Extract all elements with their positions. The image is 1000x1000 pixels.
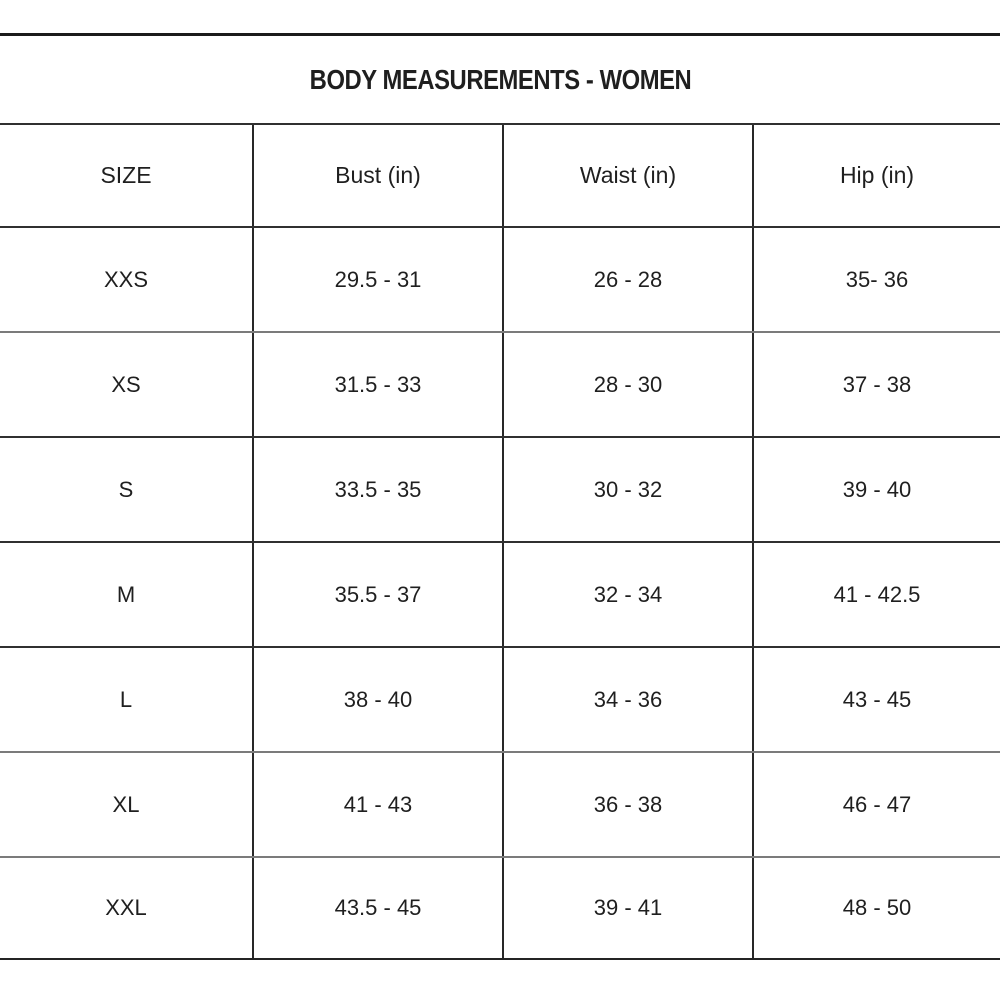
size-cell: XS xyxy=(111,371,141,397)
hip-cell: 43 - 45 xyxy=(752,648,1000,751)
waist-cell: 32 - 34 xyxy=(502,543,752,646)
table-title: BODY MEASUREMENTS - WOMEN xyxy=(309,63,691,95)
table-title-row xyxy=(0,33,1000,123)
bust-cell: 35.5 - 37 xyxy=(252,543,502,646)
size-cell: L xyxy=(119,686,133,712)
size-cell: XL xyxy=(112,791,140,817)
hip-cell: 41 - 42.5 xyxy=(752,543,1000,646)
size-cell: M xyxy=(116,581,136,607)
bust-cell: 38 - 40 xyxy=(252,648,502,751)
bust-cell: 43.5 - 45 xyxy=(252,858,502,958)
waist-cell: 28 - 30 xyxy=(502,333,752,436)
table-row-l xyxy=(0,646,1000,751)
waist-cell: 34 - 36 xyxy=(502,648,752,751)
column-header-waist: Waist (in) xyxy=(502,125,752,226)
column-header-bust: Bust (in) xyxy=(252,125,502,226)
hip-cell: 39 - 40 xyxy=(752,438,1000,541)
bust-cell: 31.5 - 33 xyxy=(252,333,502,436)
table-row-m xyxy=(0,541,1000,646)
table-row-xl xyxy=(0,751,1000,856)
column-header-size: SIZE xyxy=(100,162,152,188)
table-row-xxs xyxy=(0,226,1000,331)
bust-cell: 29.5 - 31 xyxy=(252,228,502,331)
size-chart-table xyxy=(0,33,1000,960)
table-row-xs xyxy=(0,331,1000,436)
size-cell: XXL xyxy=(105,895,147,920)
waist-cell: 26 - 28 xyxy=(502,228,752,331)
size-cell: XXS xyxy=(103,266,149,292)
waist-cell: 39 - 41 xyxy=(502,858,752,958)
column-header-hip: Hip (in) xyxy=(752,125,1000,226)
bust-cell: 41 - 43 xyxy=(252,753,502,856)
waist-cell: 36 - 38 xyxy=(502,753,752,856)
table-header-row xyxy=(0,123,1000,226)
hip-cell: 35- 36 xyxy=(752,228,1000,331)
table-row-xxl xyxy=(0,856,1000,960)
waist-cell: 30 - 32 xyxy=(502,438,752,541)
hip-cell: 37 - 38 xyxy=(752,333,1000,436)
hip-cell: 46 - 47 xyxy=(752,753,1000,856)
size-cell: S xyxy=(118,476,134,502)
bust-cell: 33.5 - 35 xyxy=(252,438,502,541)
table-row-s xyxy=(0,436,1000,541)
hip-cell: 48 - 50 xyxy=(752,858,1000,958)
